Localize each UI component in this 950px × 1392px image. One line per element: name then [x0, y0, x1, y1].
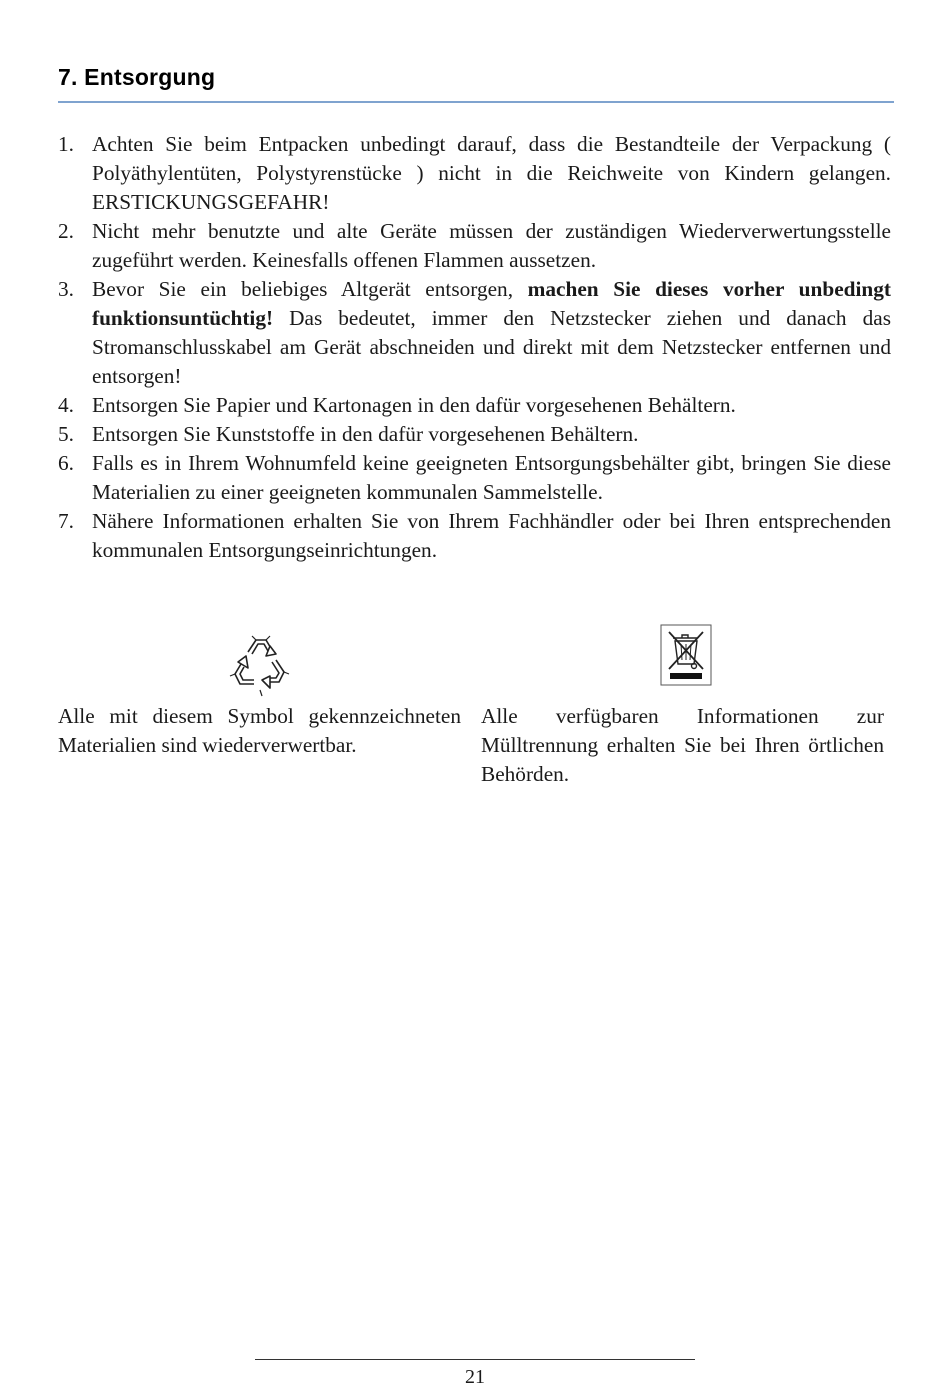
recycling-symbol-icon: [226, 632, 294, 698]
list-item-text: Entsorgen Sie Papier und Kartonagen in den dafür vorgesehenen Behältern.: [92, 393, 736, 417]
list-item-number: 7.: [58, 509, 74, 533]
heading-underline: [58, 101, 894, 103]
list-item-number: 3.: [58, 277, 74, 301]
crossed-out-wheelie-bin-icon: [660, 624, 712, 686]
list-item-text-rest: Das bedeutet, immer den Netzstecker ziehen und danach das Stromanschlusskabel am Gerät abschneiden und direkt mit dem Netzstecker entfernen und entsorgen!: [92, 306, 891, 388]
disposal-instructions-list: [58, 130, 891, 565]
list-item: [58, 217, 891, 275]
list-item-text: Achten Sie beim Entpacken unbedingt darauf, dass die Bestandteile der Verpackung ( Polyäthylentüten, Polystyrenstücke ) nicht in die Reichweite von Kindern gelangen. ERSTICKUNGSGEFAHR!: [92, 132, 891, 214]
list-item-number: 2.: [58, 219, 74, 243]
section-heading: 7. Entsorgung: [58, 64, 216, 90]
recycling-symbol-caption: Alle mit diesem Symbol gekennzeichneten Materialien sind wiederverwertbar.: [58, 704, 461, 757]
list-item-warning-bold: machen Sie dieses vorher unbedingt funktionsuntüchtig!: [92, 277, 892, 330]
list-item-text: Nähere Informationen erhalten Sie von Ihrem Fachhändler oder bei Ihren entsprechenden kommunalen Entsorgungseinrichtungen.: [92, 509, 891, 562]
list-item-text: Entsorgen Sie Kunststoffe in den dafür vorgesehenen Behältern.: [92, 422, 639, 446]
list-item-text: Nicht mehr benutzte und alte Geräte müssen der zuständigen Wiederverwertungsstelle zugeführt werden. Keinesfalls offenen Flammen aussetzen.: [92, 219, 891, 272]
list-item-number: 1.: [58, 132, 74, 156]
waste-separation-caption: Alle verfügbaren Informationen zur Mülltrennung erhalten Sie bei Ihren örtlichen Behörden.: [481, 704, 884, 786]
list-item: [58, 391, 891, 420]
list-item-number: 4.: [58, 393, 74, 417]
list-item: [58, 420, 891, 449]
list-item: [58, 449, 891, 507]
page-number: 21: [465, 1366, 485, 1388]
list-item: [58, 275, 891, 391]
footer-divider: [255, 1359, 695, 1360]
list-item: [58, 130, 891, 217]
list-item-number: 5.: [58, 422, 74, 446]
list-item: [58, 507, 891, 565]
list-item-number: 6.: [58, 451, 74, 475]
list-item-text-intro: Bevor Sie ein beliebiges Altgerät entsorgen,: [92, 277, 514, 301]
list-item-text: Falls es in Ihrem Wohnumfeld keine geeigneten Entsorgungsbehälter gibt, bringen Sie diese Materialien zu einer geeigneten kommunalen Sammelstelle.: [92, 451, 891, 504]
